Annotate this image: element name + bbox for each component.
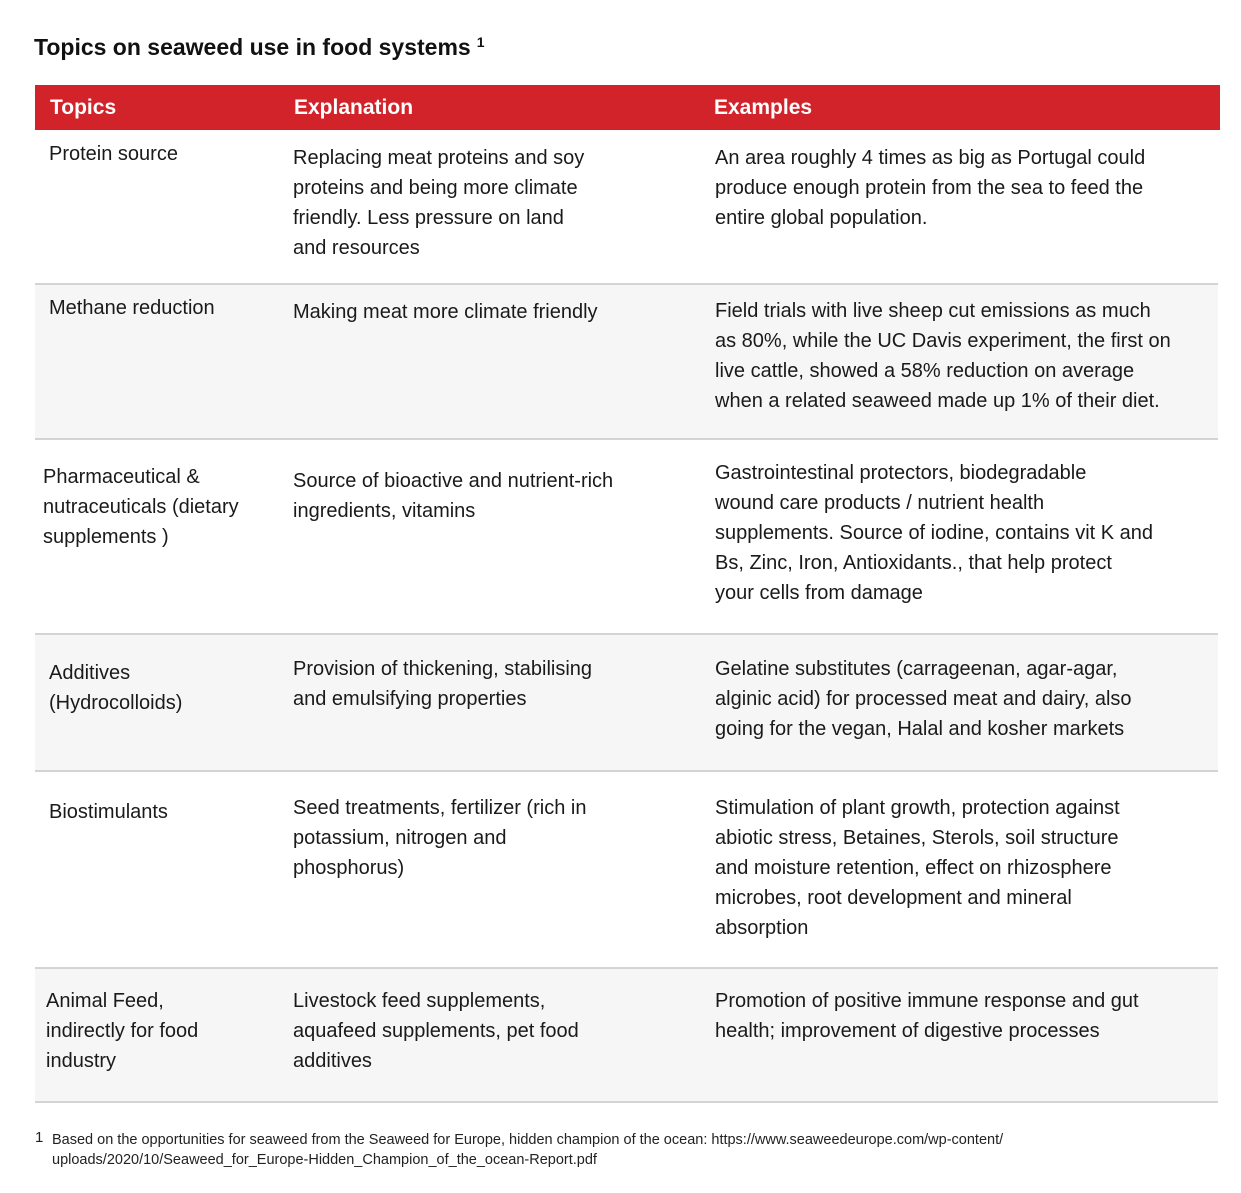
row-examples: Gastrointestinal protectors, biodegradable wound care products / nutrient health supplements. Source of iodine, contains vit K and Bs, Zinc, Iron, Antioxidants., that help protect your cells from damage — [715, 462, 1154, 604]
table-row — [35, 635, 1218, 772]
footnote-text: Based on the opportunities for seaweed from the Seaweed for Europe, hidden champion of the ocean: https://www.seaweedeurope.com/wp-content/ uploads/2020/10/Seaweed_for_Europe-Hidden_Champion_of_the_ocean-Report.pdf — [52, 1132, 1004, 1168]
header-explanation: Explanation — [294, 96, 414, 119]
row-topic: Protein source — [49, 143, 178, 165]
row-topic: Biostimulants — [49, 801, 168, 823]
row-topic: Pharmaceutical & nutraceuticals (dietary supplements ) — [43, 466, 239, 548]
table-row — [35, 969, 1218, 1103]
table-row — [35, 130, 1218, 285]
row-explanation: Replacing meat proteins and soy proteins and being more climate friendly. Less pressure on land and resources — [293, 147, 585, 259]
page-title — [34, 34, 485, 61]
row-explanation: Livestock feed supplements, aquafeed supplements, pet food additives — [293, 990, 579, 1072]
table-header — [35, 85, 1220, 130]
row-examples: Gelatine substitutes (carrageenan, agar-agar, alginic acid) for processed meat and dairy, also going for the vegan, Halal and kosher markets — [715, 658, 1132, 740]
row-examples: An area roughly 4 times as big as Portugal could produce enough protein from the sea to feed the entire global population. — [715, 147, 1146, 229]
title-footnote-ref: 1 — [476, 34, 485, 50]
row-explanation: Provision of thickening, stabilising and emulsifying properties — [293, 658, 593, 710]
title-text: Topics on seaweed use in food systems — [34, 34, 471, 60]
row-explanation: Making meat more climate friendly — [293, 301, 598, 323]
row-topic: Additives (Hydrocolloids) — [49, 662, 183, 714]
row-examples: Promotion of positive immune response and gut health; improvement of digestive processes — [715, 990, 1139, 1042]
row-examples: Field trials with live sheep cut emissions as much as 80%, while the UC Davis experiment, the first on live cattle, showed a 58% reduction on average when a related seaweed made up 1% of their diet. — [715, 300, 1171, 412]
table-row — [35, 772, 1218, 969]
row-topic: Methane reduction — [49, 297, 215, 319]
header-topics: Topics — [50, 96, 117, 119]
row-explanation: Seed treatments, fertilizer (rich in potassium, nitrogen and phosphorus) — [293, 797, 587, 879]
row-explanation: Source of bioactive and nutrient-rich ingredients, vitamins — [293, 470, 614, 522]
table-row — [35, 440, 1218, 635]
row-examples: Stimulation of plant growth, protection against abiotic stress, Betaines, Sterols, soil structure and moisture retention, effect on rhizosphere microbes, root development and mineral absorption — [715, 797, 1120, 939]
row-topic: Animal Feed, indirectly for food industry — [46, 990, 199, 1072]
table-row — [35, 285, 1218, 440]
footnote-number: 1 — [35, 1129, 44, 1146]
header-examples: Examples — [714, 96, 813, 119]
